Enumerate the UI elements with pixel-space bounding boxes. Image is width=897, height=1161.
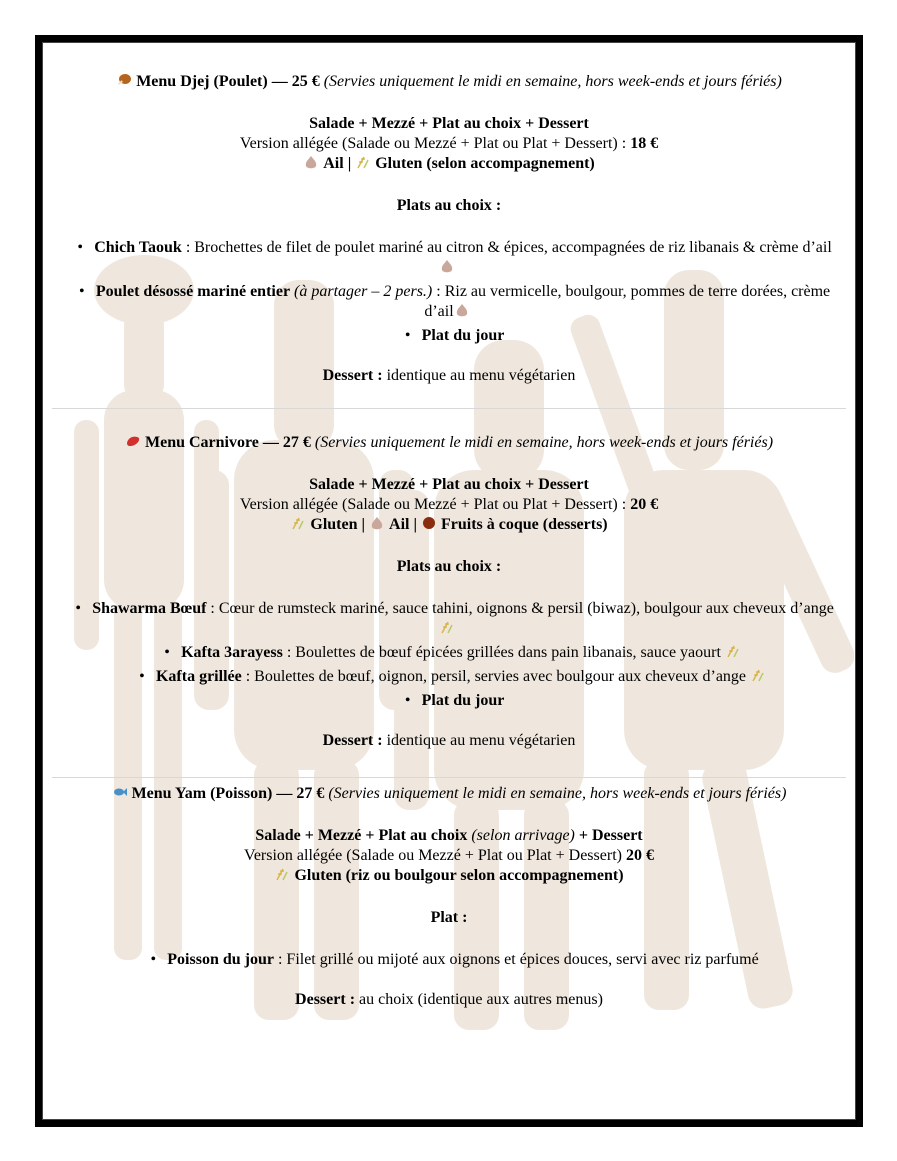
list-item: • Chich Taouk : Brochettes de filet de poulet mariné au citron & épices, accompagnées de riz libanais & crème d’ail: [52, 238, 846, 278]
dish-name: Shawarma Bœuf: [92, 600, 207, 617]
dish-name: Poulet désossé mariné entier: [95, 283, 291, 300]
dish-qualifier: (à partager – 2 pers.): [290, 283, 433, 300]
list-item: • Plat du jour: [404, 692, 505, 709]
allergens-line: [52, 866, 846, 886]
dessert-text: au choix (identique aux autres menus): [355, 991, 603, 1008]
menu-name: Menu Yam (Poisson): [131, 785, 273, 802]
light-version-price: 20 €: [630, 496, 659, 513]
allergen-label: Gluten (selon accompagnement): [375, 155, 595, 172]
plats-list: [52, 238, 846, 346]
dessert-line: [52, 366, 846, 386]
light-version-price: 20 €: [625, 847, 654, 864]
menu-title-line: [52, 72, 846, 92]
formula-bold: Salade + Mezzé + Plat au choix + Dessert: [309, 476, 589, 493]
light-version-line: [52, 134, 846, 154]
plats-title: [52, 908, 846, 928]
plats-title: [52, 557, 846, 577]
dish-name: Chich Taouk: [94, 239, 182, 256]
plats-title-text: Plats au choix :: [396, 558, 502, 575]
drumstick-icon: [116, 72, 132, 88]
menu-price: — 27 €: [262, 434, 311, 451]
plats-title-text: Plats au choix :: [396, 197, 502, 214]
menu-price: — 25 €: [271, 73, 320, 90]
dish-desc: : Riz au vermicelle, boulgour, pommes de terre dorées, crème d’ail: [424, 283, 831, 320]
light-version-text: Version allégée (Salade ou Mezzé + Plat ou Plat + Dessert) :: [239, 496, 631, 513]
dish-desc: : Cœur de rumsteck mariné, sauce tahini, oignons & persil (biwaz), boulgour aux cheveux d’ange: [206, 600, 834, 617]
dessert-label: Dessert :: [322, 367, 383, 384]
dish-name: Kafta grillée: [155, 668, 242, 685]
menu-note: (Servies uniquement le midi en semaine, hors week-ends et jours fériés): [323, 73, 782, 90]
garlic-icon: [303, 154, 319, 170]
formula-line: [52, 475, 846, 495]
menu-carnivore-section: [52, 433, 846, 778]
dish-desc: : Brochettes de filet de poulet mariné au citron & épices, accompagnées de riz libanais & crème d’ail: [181, 239, 832, 256]
allergen-label: Gluten (riz ou boulgour selon accompagnement): [294, 867, 624, 884]
nut-icon: [421, 515, 437, 531]
dessert-line: [52, 731, 846, 751]
menu-price: — 27 €: [276, 785, 325, 802]
plats-list: [52, 599, 846, 711]
wheat-icon: [439, 619, 455, 635]
list-item: • Plat du jour: [404, 327, 505, 344]
menu-name: Menu Carnivore: [144, 434, 259, 451]
dessert-line: [52, 990, 846, 1010]
dessert-label: Dessert :: [295, 991, 356, 1008]
plats-title: [52, 196, 846, 216]
menu-title-line: [52, 784, 846, 804]
dish-name: Plat du jour: [421, 327, 505, 344]
menu-title-line: [52, 433, 846, 453]
allergens-line: [52, 154, 846, 174]
light-version-price: 18 €: [630, 135, 659, 152]
menu-content: [52, 60, 846, 1010]
dessert-text: identique au menu végétarien: [382, 367, 576, 384]
allergens-line: [52, 515, 846, 535]
dish-desc: : Filet grillé ou mijoté aux oignons et épices douces, servi avec riz parfumé: [273, 951, 759, 968]
formula-bold: Salade + Mezzé + Plat au choix: [255, 827, 468, 844]
dessert-text: identique au menu végétarien: [382, 732, 576, 749]
formula-line: [52, 826, 846, 846]
allergen-label: Ail |: [389, 516, 417, 533]
menu-note: (Servies uniquement le midi en semaine, hors week-ends et jours fériés): [314, 434, 774, 451]
wheat-icon: [355, 154, 371, 170]
light-version-line: [52, 846, 846, 866]
formula-bold: Salade + Mezzé + Plat au choix + Dessert: [309, 115, 589, 132]
light-version-text: Version allégée (Salade ou Mezzé + Plat ou Plat + Dessert): [244, 847, 626, 864]
section-divider: [52, 777, 846, 778]
light-version-text: Version allégée (Salade ou Mezzé + Plat ou Plat + Dessert) :: [239, 135, 631, 152]
list-item: • Shawarma Bœuf : Cœur de rumsteck mariné, sauce tahini, oignons & persil (biwaz), boulgour aux cheveux d’ange: [52, 599, 846, 639]
allergen-label: Fruits à coque (desserts): [440, 516, 608, 533]
dish-desc: : Boulettes de bœuf, oignon, persil, servies avec boulgour aux cheveux d’ange: [241, 668, 747, 685]
dessert-label: Dessert :: [322, 732, 383, 749]
plats-list: [52, 950, 846, 970]
garlic-icon: [454, 302, 470, 318]
wheat-icon: [290, 515, 306, 531]
steak-icon: [125, 433, 141, 449]
formula-italic: (selon arrivage): [467, 827, 575, 844]
dish-name: Plat du jour: [421, 692, 505, 709]
allergen-label: Ail |: [323, 155, 352, 172]
garlic-icon: [369, 515, 385, 531]
list-item: • Kafta grillée : Boulettes de bœuf, oignon, persil, servies avec boulgour aux cheveux d’ange: [52, 667, 846, 687]
dish-name: Kafta 3arayess: [181, 644, 283, 661]
formula-tail: + Dessert: [574, 827, 643, 844]
menu-note: (Servies uniquement le midi en semaine, hors week-ends et jours fériés): [328, 785, 787, 802]
light-version-line: [52, 495, 846, 515]
garlic-icon: [439, 258, 455, 274]
menu-yam-section: [52, 784, 846, 1010]
menu-djej-section: [52, 72, 846, 409]
dish-desc: : Boulettes de bœuf épicées grillées dans pain libanais, sauce yaourt: [282, 644, 721, 661]
dish-name: Poisson du jour: [167, 951, 274, 968]
list-item: • Poisson du jour : Filet grillé ou mijoté aux oignons et épices douces, servi avec riz parfumé: [150, 951, 759, 968]
wheat-icon: [274, 866, 290, 882]
wheat-icon: [725, 643, 741, 659]
wheat-icon: [750, 667, 766, 683]
list-item: • Kafta 3arayess : Boulettes de bœuf épicées grillées dans pain libanais, sauce yaourt: [52, 643, 846, 663]
section-divider: [52, 408, 846, 409]
fish-icon: [112, 784, 128, 800]
menu-name: Menu Djej (Poulet): [136, 73, 268, 90]
allergen-label: Gluten |: [310, 516, 366, 533]
plats-title-text: Plat :: [430, 909, 468, 926]
formula-line: [52, 114, 846, 134]
list-item: • Poulet désossé mariné entier (à partager – 2 pers.) : Riz au vermicelle, boulgour, pommes de terre dorées, crème d’ail: [79, 283, 831, 320]
